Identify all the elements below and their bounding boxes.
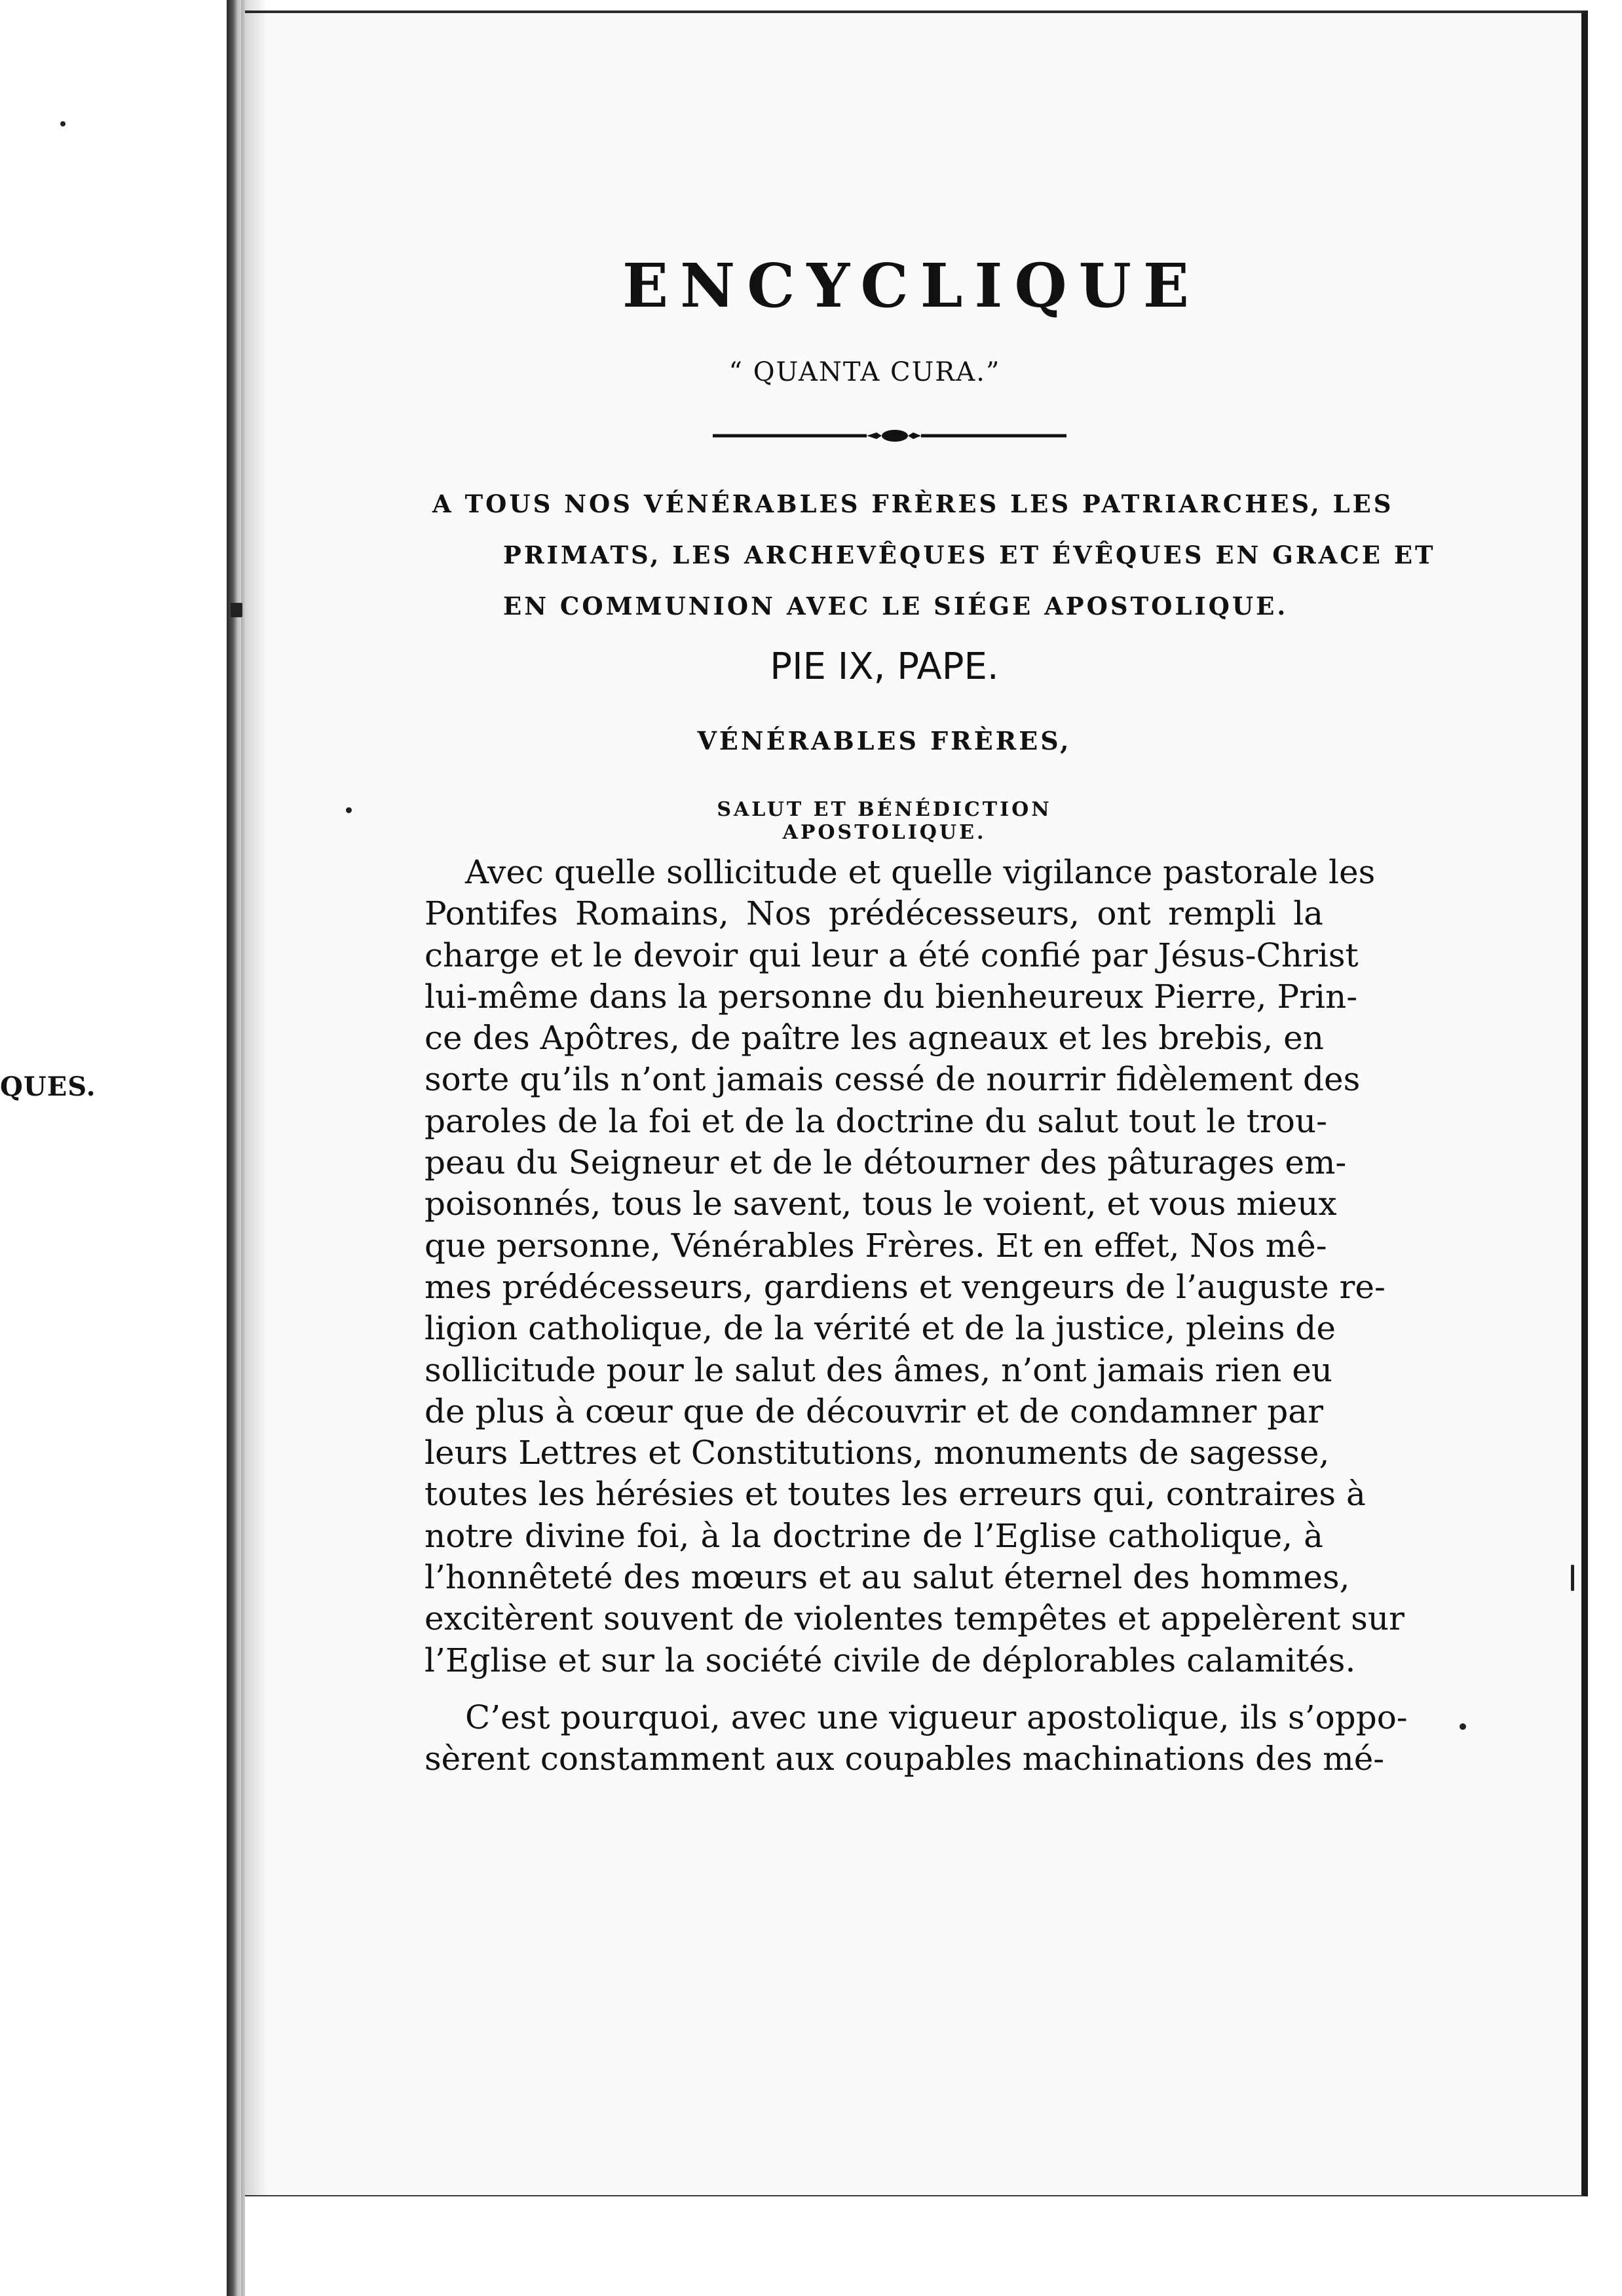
text-line: l’honnêteté des mœurs et au salut éternel des hommes,	[424, 1558, 1350, 1597]
text-line: sèrent constamment aux coupables machinations des mé-	[424, 1740, 1385, 1778]
text-line: ligion catholique, de la vérité et de la justice, pleins de	[424, 1309, 1336, 1348]
facing-page-text-fragment: QUES.	[0, 1071, 96, 1102]
facing-page	[0, 0, 237, 2296]
text-line: mes prédécesseurs, gardiens et vengeurs de l’auguste re-	[424, 1267, 1386, 1306]
text-line: de plus à cœur que de découvrir et de condamner par	[424, 1392, 1323, 1430]
text-line: notre divine foi, à la doctrine de l’Eglise catholique, à	[424, 1516, 1323, 1555]
text-line: C’est pourquoi, avec une vigueur apostolique, ils s’oppo-	[465, 1698, 1408, 1736]
text-line: sollicitude pour le salut des âmes, n’ont jamais rien eu	[424, 1350, 1332, 1389]
text-line: charge et le devoir qui leur a été confié par Jésus-Christ	[424, 936, 1359, 974]
scan-speck	[346, 807, 352, 813]
page-bottom-margin	[245, 2196, 1588, 2296]
scan-speck	[1571, 1565, 1574, 1591]
gutter-shadow	[241, 0, 267, 2296]
text-line: l’Eglise et sur la société civile de déplorables calamités.	[424, 1641, 1356, 1679]
text-line: toutes les hérésies et toutes les erreurs qui, contraires à	[424, 1475, 1366, 1514]
text-line: excitèrent souvent de violentes tempêtes et appelèrent sur	[424, 1599, 1405, 1638]
text-line: que personne, Vénérables Frères. Et en effet, Nos mê-	[424, 1226, 1327, 1265]
page-right-margin	[1588, 0, 1622, 2296]
text-line: leurs Lettres et Constitutions, monuments de sagesse,	[424, 1434, 1330, 1472]
address-line: PRIMATS, LES ARCHEVÊQUES ET ÉVÊQUES EN GRACE ET	[503, 541, 1436, 569]
text-line: paroles de la foi et de la doctrine du salut tout le trou-	[424, 1101, 1327, 1140]
scan-speck	[60, 121, 66, 126]
address-block	[432, 478, 1436, 632]
pope-name: PIE IX, PAPE.	[770, 645, 999, 688]
text-line: lui-même dans la personne du bienheureux Pierre, Prin-	[424, 977, 1358, 1016]
text-line: sorte qu’ils n’ont jamais cessé de nourrir fidèlement des	[424, 1060, 1361, 1099]
paragraph	[424, 1697, 1408, 1780]
salutation: VÉNÉRABLES FRÈRES,	[697, 726, 1072, 756]
address-line: EN COMMUNION AVEC LE SIÉGE APOSTOLIQUE.	[503, 592, 1289, 621]
apostolic-blessing: SALUT ET BÉNÉDICTION APOSTOLIQUE.	[717, 798, 1052, 844]
ornament-divider-icon	[713, 426, 1066, 446]
text-line: peau du Seigneur et de le détourner des pâturages em-	[424, 1143, 1347, 1182]
document-title: ENCYCLIQUE	[622, 250, 1201, 321]
address-line: A TOUS NOS VÉNÉRABLES FRÈRES LES PATRIARCHES, LES	[432, 489, 1394, 518]
body-text	[424, 852, 1408, 1796]
document-subtitle: “ QUANTA CURA.”	[728, 357, 1001, 387]
paragraph	[424, 852, 1405, 1681]
scan-speck	[231, 603, 242, 617]
text-line: Pontifes Romains, Nos prédécesseurs, ont rempli la	[424, 894, 1323, 933]
text-line: ce des Apôtres, de paître les agneaux et les brebis, en	[424, 1019, 1324, 1058]
text-line: poisonnés, tous le savent, tous le voient, et vous mieux	[424, 1185, 1337, 1223]
scan-speck	[1460, 1723, 1466, 1730]
text-line: Avec quelle sollicitude et quelle vigilance pastorale les	[465, 853, 1376, 891]
